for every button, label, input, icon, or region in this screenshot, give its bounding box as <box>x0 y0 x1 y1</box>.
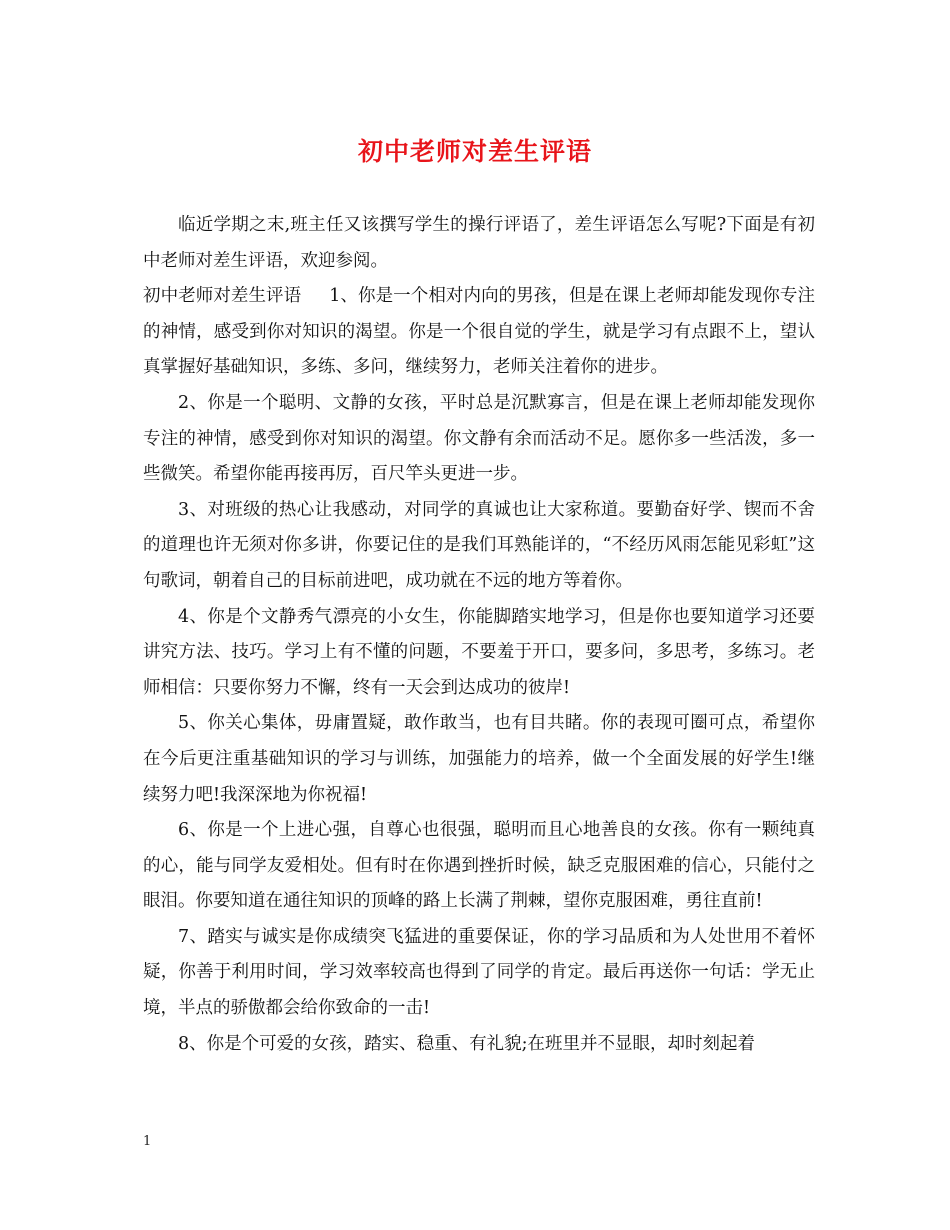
paragraph-1-text: 1、你是一个相对内向的男孩，但是在课上老师却能发现你专注的神情，感受到你对知识的渴望。你是一个很自觉的学生，就是学习有点跟不上，望认真掌握好基础知识，多练、多问，继续努力，老师关注着你的进步。 <box>143 286 815 378</box>
paragraph-7: 7、踏实与诚实是你成绩突飞猛进的重要保证，你的学习品质和为人处世用不着怀疑，你善于利用时间，学习效率较高也得到了同学的肯定。最后再送你一句话：学无止境，半点的骄傲都会给你致命的一击! <box>143 926 815 1019</box>
document-body <box>143 208 815 1062</box>
paragraph-5: 5、你关心集体，毋庸置疑，敢作敢当，也有目共睹。你的表现可圈可点，希望你在今后更注重基础知识的学习与训练，加强能力的培养，做一个全面发展的好学生!继续努力吧!我深深地为你祝福! <box>143 713 815 805</box>
paragraph-4: 4、你是个文静秀气漂亮的小女生，你能脚踏实地学习，但是你也要知道学习还要讲究方法、技巧。学习上有不懂的问题，不要羞于开口，要多问，多思考，多练习。老师相信：只要你努力不懈，终有一天会到达成功的彼岸! <box>143 606 815 698</box>
document-title: 初中老师对差生评语 <box>357 137 592 166</box>
inline-heading: 初中老师对差生评语 <box>143 286 302 307</box>
page-number: 1 <box>143 1134 152 1149</box>
paragraph-8: 8、你是个可爱的女孩，踏实、稳重、有礼貌;在班里并不显眼，却时刻起着 <box>178 1033 756 1054</box>
intro-paragraph: 临近学期之末,班主任又该撰写学生的操行评语了，差生评语怎么写呢?下面是有初中老师对差生评语，欢迎参阅。 <box>143 215 815 271</box>
paragraph-2: 2、你是一个聪明、文静的女孩，平时总是沉默寡言，但是在课上老师却能发现你专注的神情，感受到你对知识的渴望。你文静有余而活动不足。愿你多一些活泼，多一些微笑。希望你能再接再厉，百尺竿头更进一步。 <box>143 392 815 485</box>
paragraph-3: 3、对班级的热心让我感动，对同学的真诚也让大家称道。要勤奋好学、锲而不舍的道理也许无须对你多讲，你要记住的是我们耳熟能详的，“不经历风雨怎能见彩虹”这句歌词，朝着自己的目标前进吧，成功就在不远的地方等着你。 <box>143 499 815 591</box>
paragraph-6: 6、你是一个上进心强，自尊心也很强，聪明而且心地善良的女孩。你有一颗纯真的心，能与同学友爱相处。但有时在你遇到挫折时候，缺乏克服困难的信心，只能付之眼泪。你要知道在通往知识的顶峰的路上长满了荆棘，望你克服困难，勇往直前! <box>143 820 815 912</box>
paragraph-1 <box>143 279 815 386</box>
